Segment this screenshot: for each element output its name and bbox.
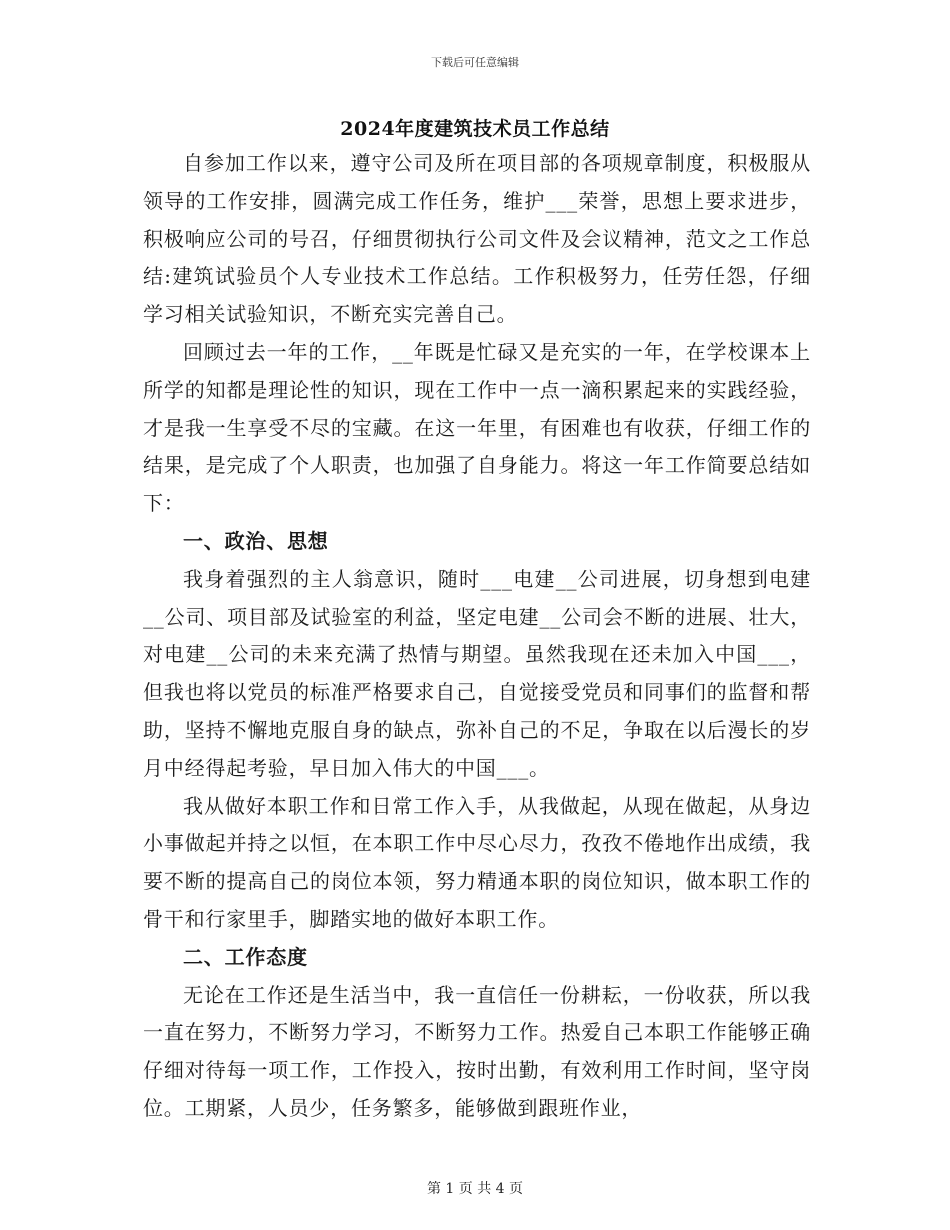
paragraph-politics: 我身着强烈的主人翁意识，随时___电建__公司进展，切身想到电建__公司、项目部及试验室的利益，坚定电建__公司会不断的进展、壮大，对电建__公司的未来充满了热情与期望。虽然我现在还未加入中国___，但我也将以党员的标准严格要求自己，自觉接受党员和同事们的监督和帮助，坚持不懈地克服自身的缺点，弥补自己的不足，争取在以后漫长的岁月中经得起考验，早日加入伟大的中国___。 bbox=[143, 566, 811, 780]
document-body bbox=[143, 145, 811, 1128]
paragraph-intro: 自参加工作以来，遵守公司及所在项目部的各项规章制度，积极服从领导的工作安排，圆满完成工作任务，维护___荣誉，思想上要求进步，积极响应公司的号召，仔细贯彻执行公司文件及会议精神，范文之工作总结:建筑试验员个人专业技术工作总结。工作积极努力，任劳任怨，仔细学习相关试验知识，不断充实完善自己。 bbox=[143, 151, 811, 327]
section-heading-politics: 一、政治、思想 bbox=[183, 528, 329, 553]
paragraph-attitude: 无论在工作还是生活当中，我一直信任一份耕耘，一份收获，所以我一直在努力，不断努力学习，不断努力工作。热爱自己本职工作能够正确仔细对待每一项工作，工作投入，按时出勤，有效利用工作时间，坚守岗位。工期紧，人员少，任务繁多，能够做到跟班作业， bbox=[143, 982, 811, 1120]
page-indicator: 第 1 页 共 4 页 bbox=[426, 1181, 524, 1197]
header-note: 下载后可任意编辑 bbox=[431, 56, 519, 69]
paragraph-review: 回顾过去一年的工作，__年既是忙碌又是充实的一年，在学校课本上所学的知都是理论性的知识，现在工作中一点一滴积累起来的实践经验，才是我一生享受不尽的宝藏。在这一年里，有困难也有收获，仔细工作的结果，是完成了个人职责，也加强了自身能力。将这一年工作简要总结如下： bbox=[143, 339, 811, 516]
paragraph-duty: 我从做好本职工作和日常工作入手，从我做起，从现在做起，从身边小事做起并持之以恒，在本职工作中尽心尽力，孜孜不倦地作出成绩，我要不断的提高自己的岗位本领，努力精通本职的岗位知识，做本职工作的骨干和行家里手，脚踏实地的做好本职工作。 bbox=[143, 793, 811, 931]
document-title: 2024年度建筑技术员工作总结 bbox=[340, 118, 610, 140]
section-heading-attitude: 二、工作态度 bbox=[183, 944, 308, 969]
